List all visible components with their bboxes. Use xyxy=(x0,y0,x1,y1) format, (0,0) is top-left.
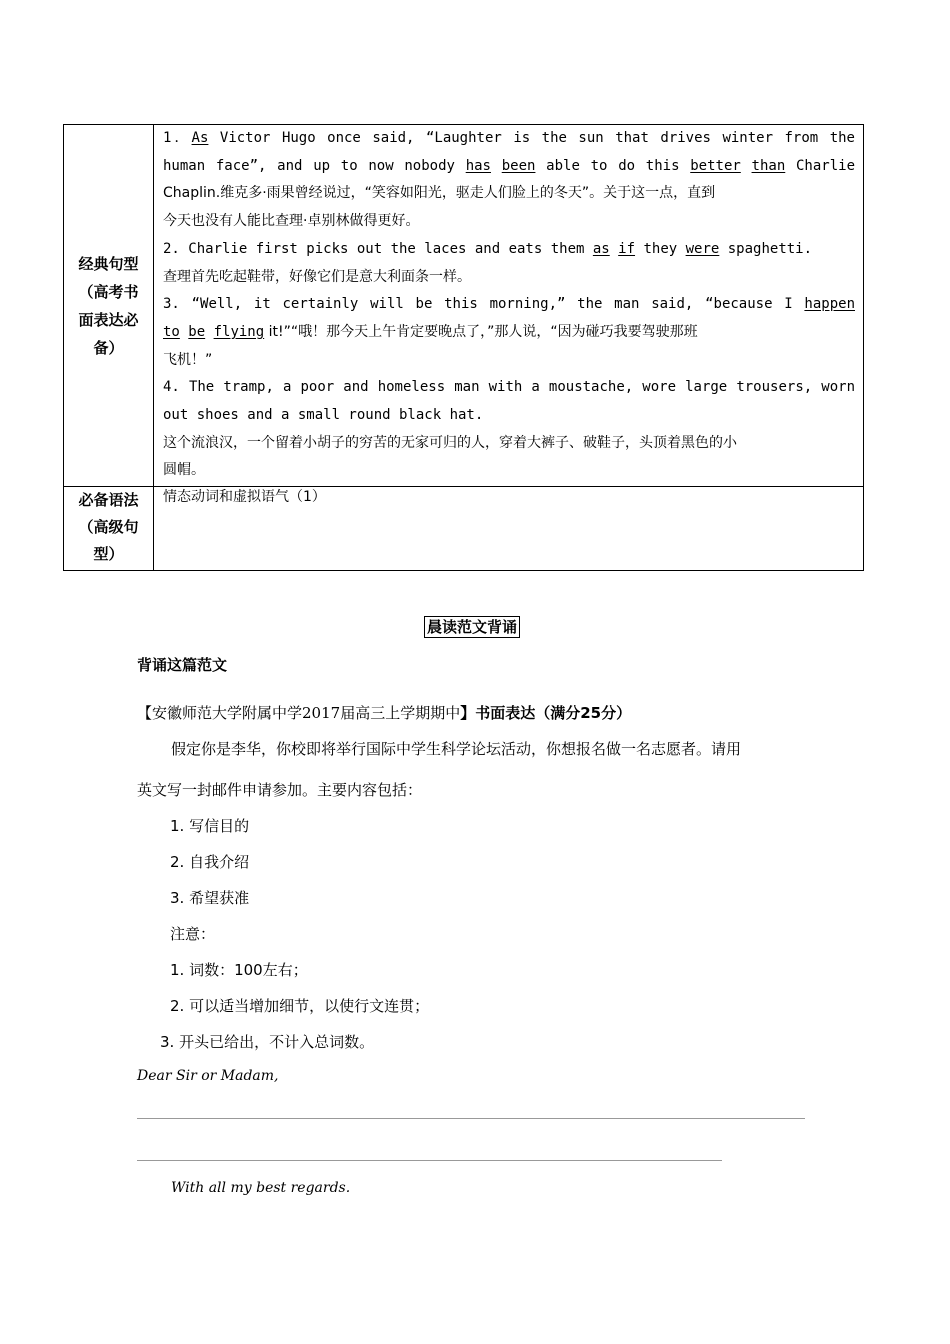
grammar-content: 情态动词和虚拟语气（1） xyxy=(154,487,864,571)
sentence-2-line-1: 2. Charlie first picks out the laces and eats them as if they were spaghetti. xyxy=(163,240,813,257)
bracket-open: 【 xyxy=(137,704,153,722)
content-point: 3. 希望获准 xyxy=(170,889,250,907)
table-row xyxy=(64,487,864,571)
source-text: 安徽师范大学附属中学2017届高三上学期期中 xyxy=(152,704,461,722)
row-label-line: 经典句型 xyxy=(78,254,139,273)
sentence-3-line-1: 3. “Well, it certainly will be this morning,” the man said, “because I happen xyxy=(163,296,855,313)
answer-line xyxy=(137,1118,805,1119)
note-item: 3. 开头已给出，不计入总词数。 xyxy=(160,1033,375,1051)
sentence-4-line-4: 圆帽。 xyxy=(163,462,205,479)
content-point: 1. 写信目的 xyxy=(170,817,250,835)
notes-label: 注意： xyxy=(170,925,216,943)
prompt-line-2: 英文写一封邮件申请参加。主要内容包括： xyxy=(137,781,423,799)
sentence-4-line-1: 4. The tramp, a poor and homeless man with a moustache, wore large trousers, worn xyxy=(163,379,855,396)
row-label-line: 面表达必 xyxy=(78,310,139,329)
row-label-line: 型） xyxy=(93,545,124,563)
sentence-4-line-2: out shoes and a small round black hat. xyxy=(163,407,484,424)
prompt-line-1: 假定你是李华，你校即将举行国际中学生科学论坛活动，你想报名做一名志愿者。请用 xyxy=(171,740,742,758)
row-label-grammar xyxy=(64,487,154,571)
source-line xyxy=(137,702,631,723)
sentence-2-line-2: 查理首先吃起鞋带，好像它们是意大利面条一样。 xyxy=(163,268,471,285)
sentence-1-line-2: human face”, and up to now nobody has been able to do this better than Charlie xyxy=(163,157,855,174)
answer-line xyxy=(137,1160,722,1161)
sentence-table xyxy=(63,124,864,571)
note-item: 2. 可以适当增加细节，以使行文连贯； xyxy=(170,997,430,1015)
task-title: 书面表达（满分25分） xyxy=(475,704,632,722)
salutation: Dear Sir or Madam, xyxy=(137,1068,279,1084)
sentence-1-line-3: Chaplin.维克多·雨果曾经说过，“笑容如阳光，驱走人们脸上的冬天”。关于这一点，直到 xyxy=(163,185,716,202)
row-label-classic-sentences xyxy=(64,125,154,487)
bracket-close: 】 xyxy=(460,704,476,722)
row-label-line: 必备语法 xyxy=(78,491,139,509)
row-label-line: 备） xyxy=(93,338,124,357)
subheading: 背诵这篇范文 xyxy=(137,656,228,674)
row-label-line: （高考书 xyxy=(78,282,139,301)
sentence-3-line-3: 飞机！” xyxy=(163,351,213,368)
note-item: 1. 词数：100左右； xyxy=(170,961,308,979)
closing: With all my best regards. xyxy=(171,1180,351,1196)
section-heading: 晨读范文背诵 xyxy=(424,616,520,638)
content-point: 2. 自我介绍 xyxy=(170,853,250,871)
sentence-4-line-3: 这个流浪汉，一个留着小胡子的穷苦的无家可归的人，穿着大裤子、破鞋子，头顶着黑色的小 xyxy=(163,434,737,451)
sentence-1-line-1: 1．As Victor Hugo once said, “Laughter is the sun that drives winter from the xyxy=(163,130,855,146)
sentence-list xyxy=(154,125,864,487)
table-row xyxy=(64,125,864,487)
sentence-3-line-2: to be flying it!”“哦！那今天上午肯定要晚点了，”那人说，“因为碰巧我要驾驶那班 xyxy=(163,323,698,340)
sentence-1-line-4: 今天也没有人能比查理·卓别林做得更好。 xyxy=(163,213,420,230)
row-label-line: （高级句 xyxy=(78,518,139,536)
